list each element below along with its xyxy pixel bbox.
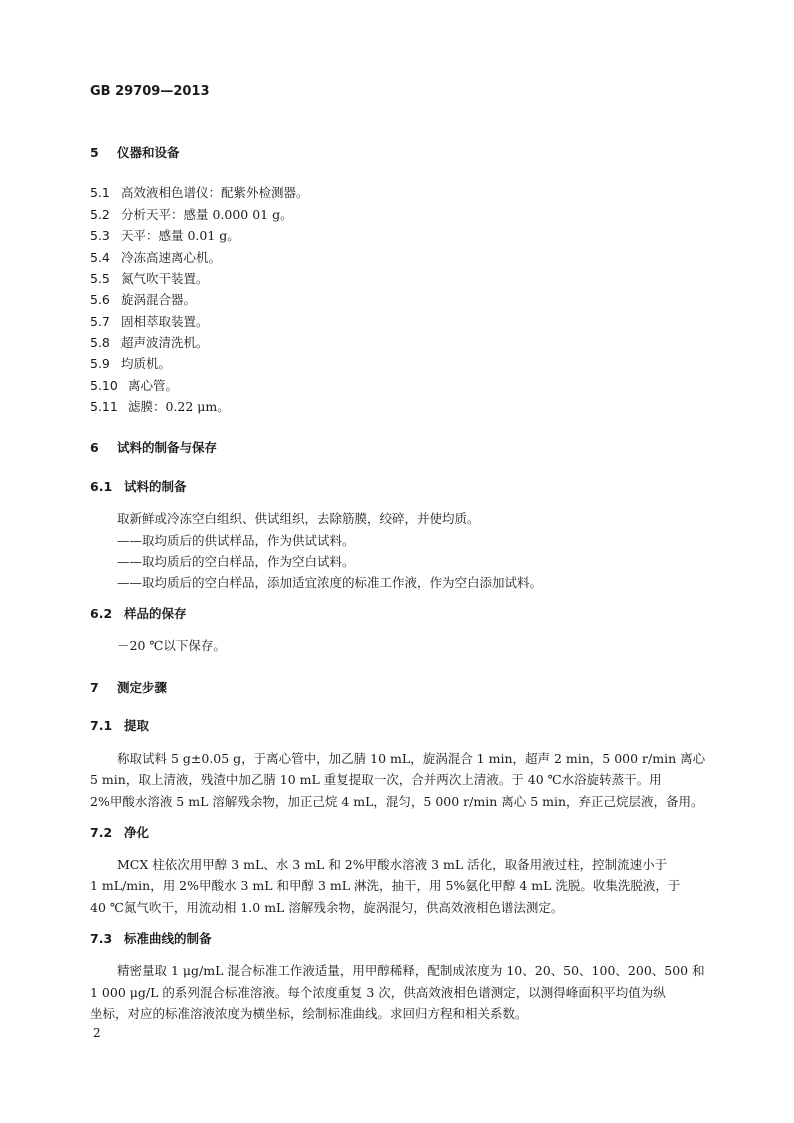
subsection-number: 7.2 xyxy=(90,825,113,840)
list-item xyxy=(90,183,309,201)
subsection-7-3-heading xyxy=(90,929,212,947)
paragraph-line: 取新鲜或冷冻空白组织、供试组织，去除筋膜，绞碎，并使均质。 xyxy=(117,511,480,526)
subsection-title: 标准曲线的制备 xyxy=(124,931,212,946)
item-text: 天平：感量 0.01 g。 xyxy=(121,228,240,243)
paragraph-line: MCX 柱依次用甲醇 3 mL、水 3 mL 和 2%甲酸水溶液 3 mL 活化，取备用液过柱，控制流速小于 xyxy=(117,857,668,872)
item-text: 氮气吹干装置。 xyxy=(121,271,209,286)
item-number: 5.11 xyxy=(90,399,118,414)
item-text: 旋涡混合器。 xyxy=(121,292,197,307)
subsection-title: 试料的制备 xyxy=(124,479,187,494)
item-text: 滤膜：0.22 μm。 xyxy=(128,399,230,414)
item-number: 5.10 xyxy=(90,378,118,393)
subsection-7-1-heading xyxy=(90,716,149,734)
item-number: 5.8 xyxy=(90,335,110,350)
dash-list-item: ——取均质后的空白样品，作为空白试料。 xyxy=(117,554,355,569)
list-item xyxy=(90,376,178,394)
section-6-heading xyxy=(90,438,217,456)
paragraph-line: 5 min，取上清液，残渣中加乙腈 10 mL 重复提取一次，合并两次上清液。于 40 ℃水浴旋转蒸干。用 xyxy=(90,772,662,787)
subsection-title: 净化 xyxy=(124,825,150,840)
list-item xyxy=(90,269,209,287)
paragraph-line: －20 ℃以下保存。 xyxy=(117,638,226,653)
paragraph-line: 坐标，对应的标准溶液浓度为横坐标，绘制标准曲线。求回归方程和相关系数。 xyxy=(90,1006,528,1021)
subsection-number: 6.1 xyxy=(90,479,113,494)
item-text: 分析天平：感量 0.000 01 g。 xyxy=(121,207,293,222)
section-7-heading xyxy=(90,678,167,696)
item-number: 5.9 xyxy=(90,356,110,371)
item-text: 冷冻高速离心机。 xyxy=(121,250,222,265)
item-number: 5.1 xyxy=(90,185,110,200)
section-title: 测定步骤 xyxy=(117,680,168,695)
standard-code-header: GB 29709—2013 xyxy=(90,84,210,99)
item-text: 超声波清洗机。 xyxy=(121,335,209,350)
paragraph-line: 称取试料 5 g±0.05 g，于离心管中，加乙腈 10 mL，旋涡混合 1 min，超声 2 min，5 000 r/min 离心 xyxy=(117,751,706,766)
list-item xyxy=(90,397,230,415)
list-item xyxy=(90,226,240,244)
paragraph-line: 精密量取 1 μg/mL 混合标准工作液适量，用甲醇稀释，配制成浓度为 10、20、50、100、200、500 和 xyxy=(117,963,705,978)
page-number: 2 xyxy=(93,1026,101,1040)
item-text: 离心管。 xyxy=(128,378,179,393)
paragraph-line: 1 000 μg/L 的系列混合标准溶液。每个浓度重复 3 次，供高效液相色谱测定，以测得峰面积平均值为纵 xyxy=(90,985,666,1000)
subsection-number: 7.3 xyxy=(90,931,113,946)
item-text: 固相萃取装置。 xyxy=(121,314,209,329)
dash-list-item: ——取均质后的空白样品，添加适宜浓度的标准工作液，作为空白添加试料。 xyxy=(117,575,543,590)
list-item xyxy=(90,248,221,266)
list-item xyxy=(90,354,171,372)
list-item xyxy=(90,290,196,308)
subsection-6-2-heading xyxy=(90,604,187,622)
paragraph-line: 2%甲酸水溶液 5 mL 溶解残余物，加正己烷 4 mL，混匀，5 000 r/min 离心 5 min，弃正己烷层液，备用。 xyxy=(90,794,704,809)
item-number: 5.4 xyxy=(90,250,110,265)
section-title: 试料的制备与保存 xyxy=(117,440,218,455)
item-number: 5.3 xyxy=(90,228,110,243)
paragraph-line: 40 ℃氮气吹干，用流动相 1.0 mL 溶解残余物，旋涡混匀，供高效液相色谱法测定。 xyxy=(90,900,564,915)
item-number: 5.5 xyxy=(90,271,110,286)
list-item xyxy=(90,312,209,330)
list-item xyxy=(90,205,293,223)
subsection-6-1-heading xyxy=(90,477,187,495)
section-title: 仪器和设备 xyxy=(117,145,180,160)
section-number: 7 xyxy=(90,680,99,695)
subsection-7-2-heading xyxy=(90,823,149,841)
item-number: 5.7 xyxy=(90,314,110,329)
item-text: 高效液相色谱仪：配紫外检测器。 xyxy=(121,185,309,200)
item-text: 均质机。 xyxy=(121,356,172,371)
dash-list-item: ——取均质后的供试样品，作为供试试料。 xyxy=(117,533,355,548)
list-item xyxy=(90,333,209,351)
paragraph-line: 1 mL/min，用 2%甲酸水 3 mL 和甲醇 3 mL 淋洗，抽干，用 5%氨化甲醇 4 mL 洗脱。收集洗脱液，于 xyxy=(90,878,681,893)
section-5-heading xyxy=(90,143,180,161)
section-number: 6 xyxy=(90,440,99,455)
item-number: 5.6 xyxy=(90,292,110,307)
section-number: 5 xyxy=(90,145,99,160)
subsection-number: 7.1 xyxy=(90,718,113,733)
subsection-number: 6.2 xyxy=(90,606,113,621)
subsection-title: 样品的保存 xyxy=(124,606,187,621)
item-number: 5.2 xyxy=(90,207,110,222)
subsection-title: 提取 xyxy=(124,718,150,733)
